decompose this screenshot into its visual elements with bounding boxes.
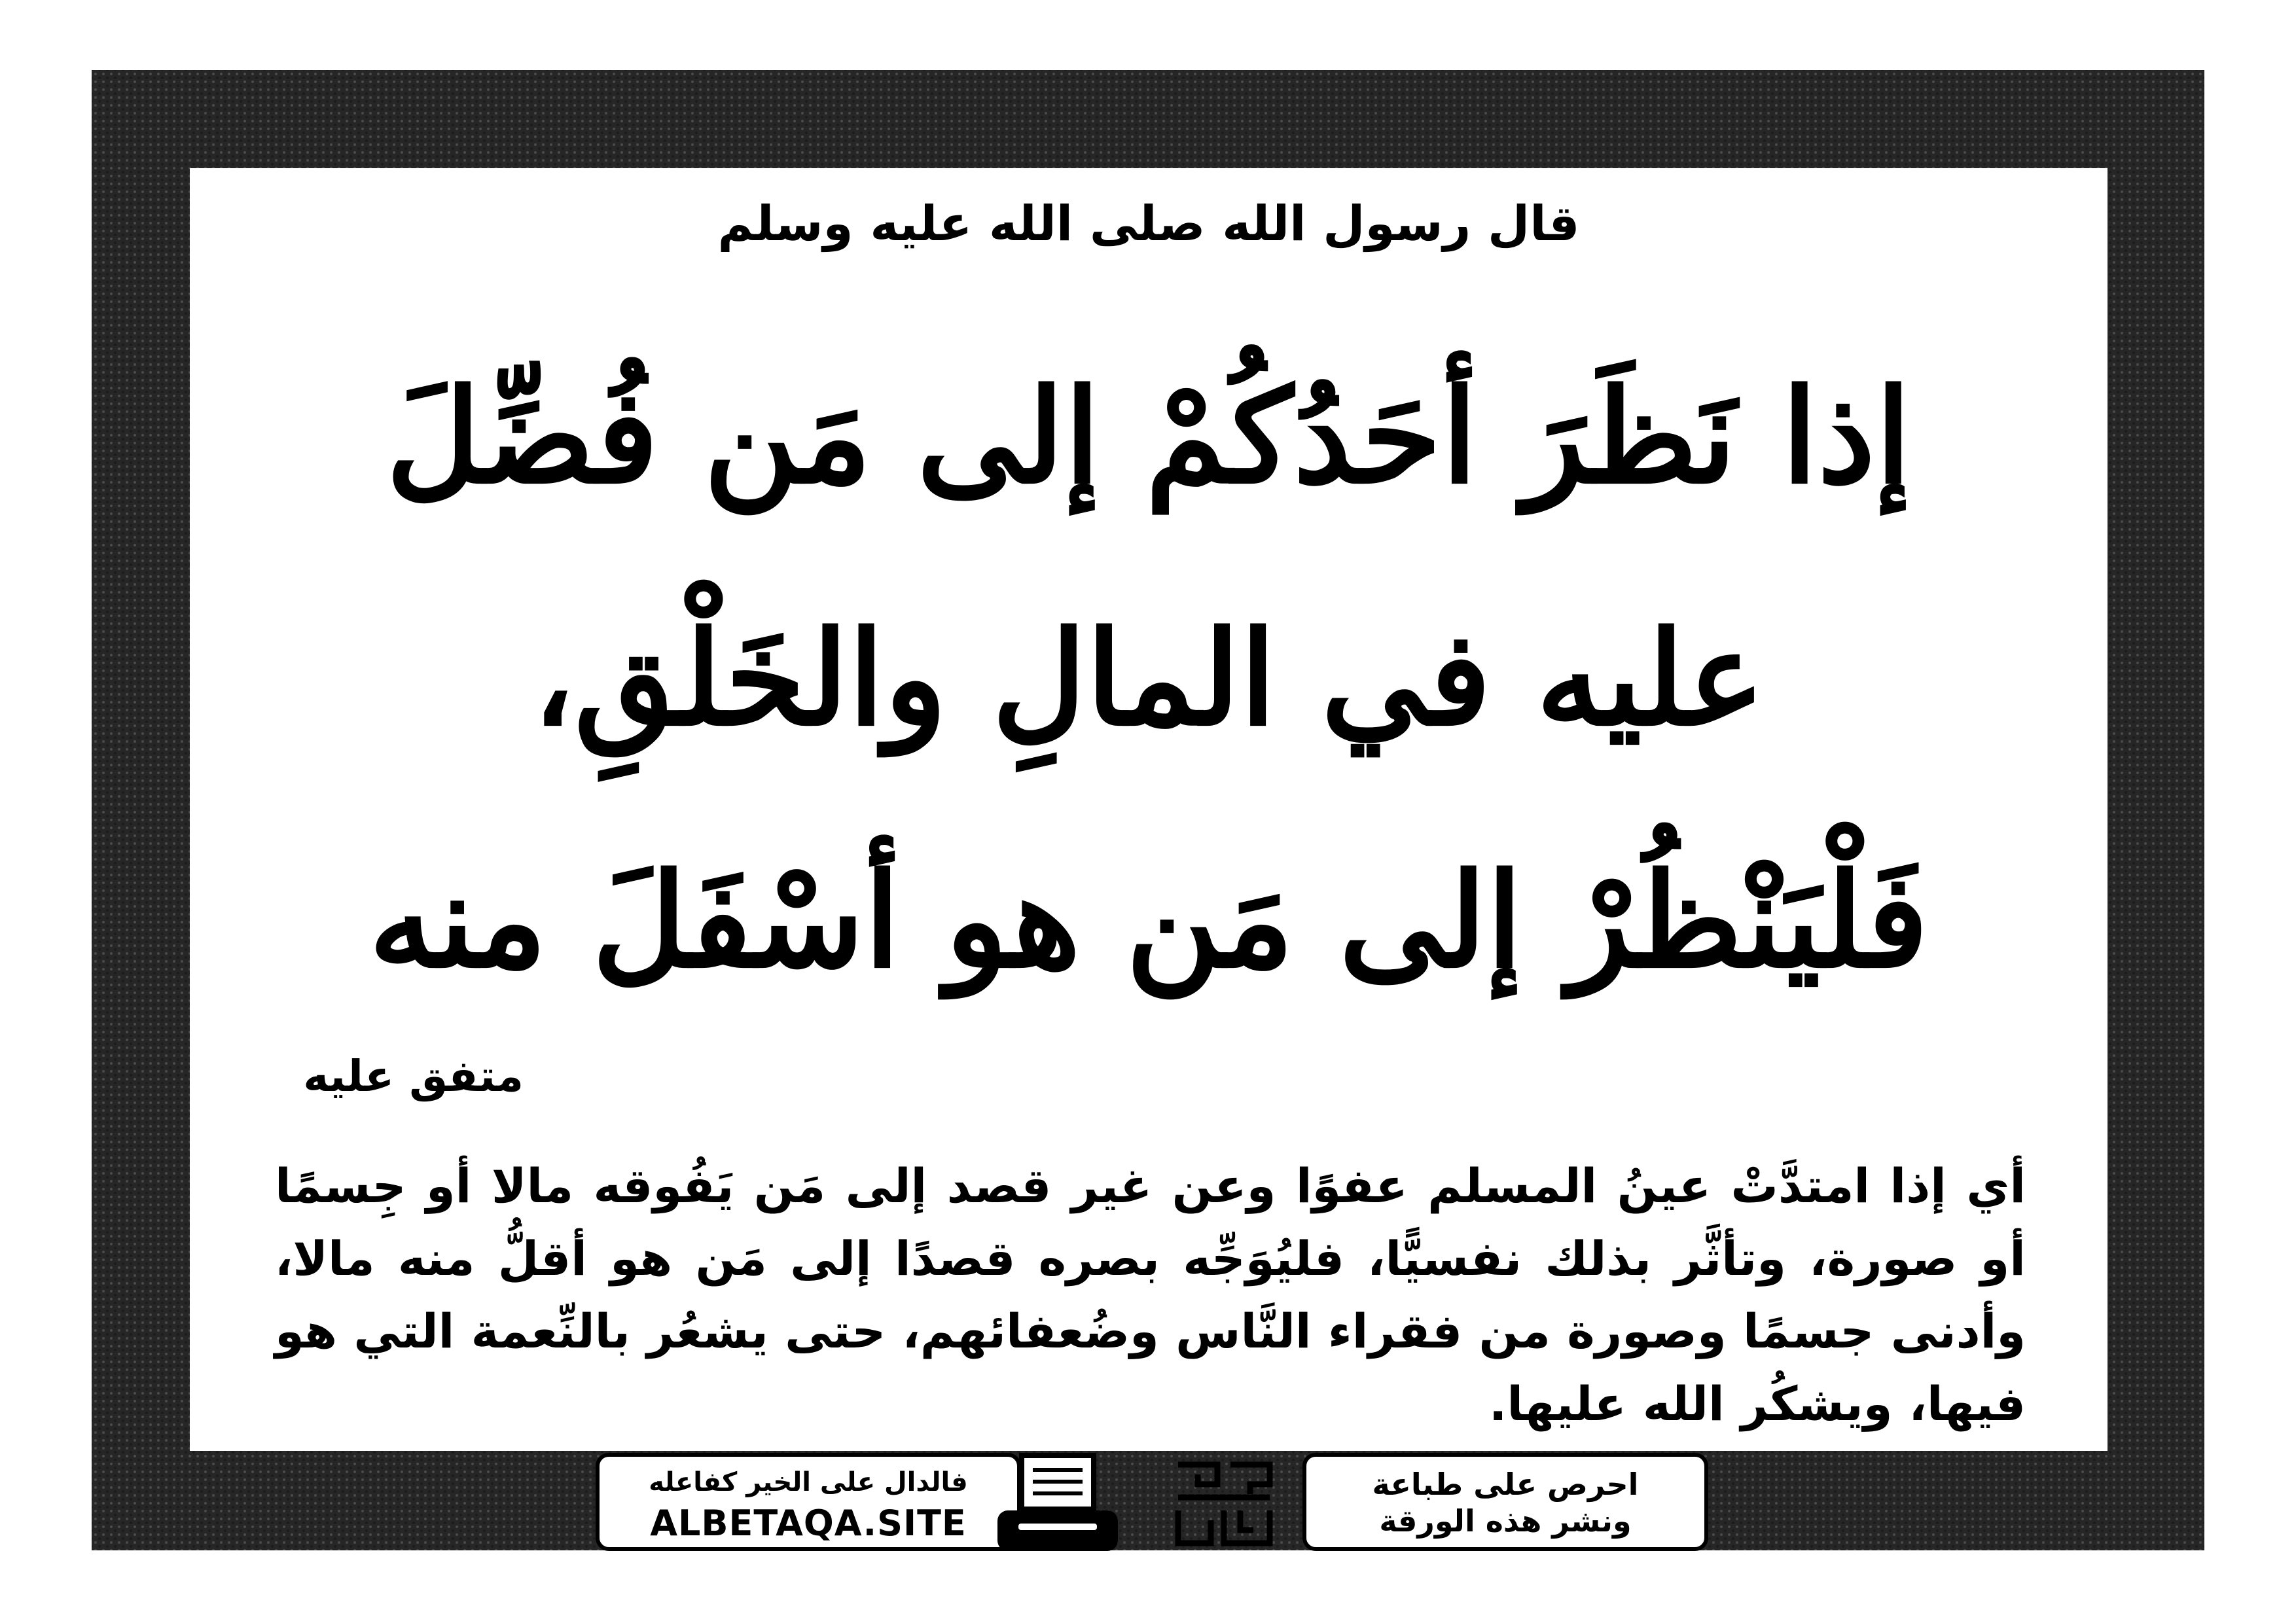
attribution-heading: قال رسول الله صلى الله عليه وسلم: [717, 196, 1580, 252]
print-reminder-line-2: ونشر هذه الورقة: [1379, 1503, 1632, 1539]
print-reminder-line-1: احرص على طباعة: [1372, 1467, 1639, 1502]
hadith-source: متفق عليه: [303, 1051, 524, 1101]
hadith-line-2: عليه في المالِ والخَلْقِ،: [532, 602, 1765, 755]
explanation-paragraph: أي إذا امتدَّتْ عينُ المسلم عفوًا وعن غير قصد إلى مَن يَفُوقه مالا أو جِسمًا أو صورة، وتأثَّر بذلك نفسيًّا، فليُوَجِّه بصره قصدًا إلى مَن هو أقلُّ منه مالا، وأدنى جسمًا وصورة من فقراء النَّاس وضُعفائهم، حتى يشعُر بالنِّعمة التي هو فيها، ويشكُر الله عليها.: [275, 1158, 2026, 1431]
website-link[interactable]: ALBETAQA.SITE: [650, 1503, 967, 1544]
content-panel: [190, 168, 2108, 1451]
kufic-logo-icon: [1172, 1458, 1276, 1550]
footer-bar: [596, 1453, 1708, 1555]
footer-slogan: فالدال على الخير كفاعله: [649, 1467, 968, 1497]
print-reminder-box: [1302, 1453, 1708, 1551]
hadith-line-3: فَلْيَنْظُرْ إلى مَن هو أسْفَلَ منه: [368, 844, 1929, 997]
website-box: [596, 1453, 1021, 1551]
hadith-text: [268, 315, 2029, 1042]
printer-icon: [992, 1450, 1123, 1555]
hadith-line-1: إذا نَظَرَ أحَدُكُمْ إلى مَن فُضِّلَ: [386, 360, 1912, 512]
